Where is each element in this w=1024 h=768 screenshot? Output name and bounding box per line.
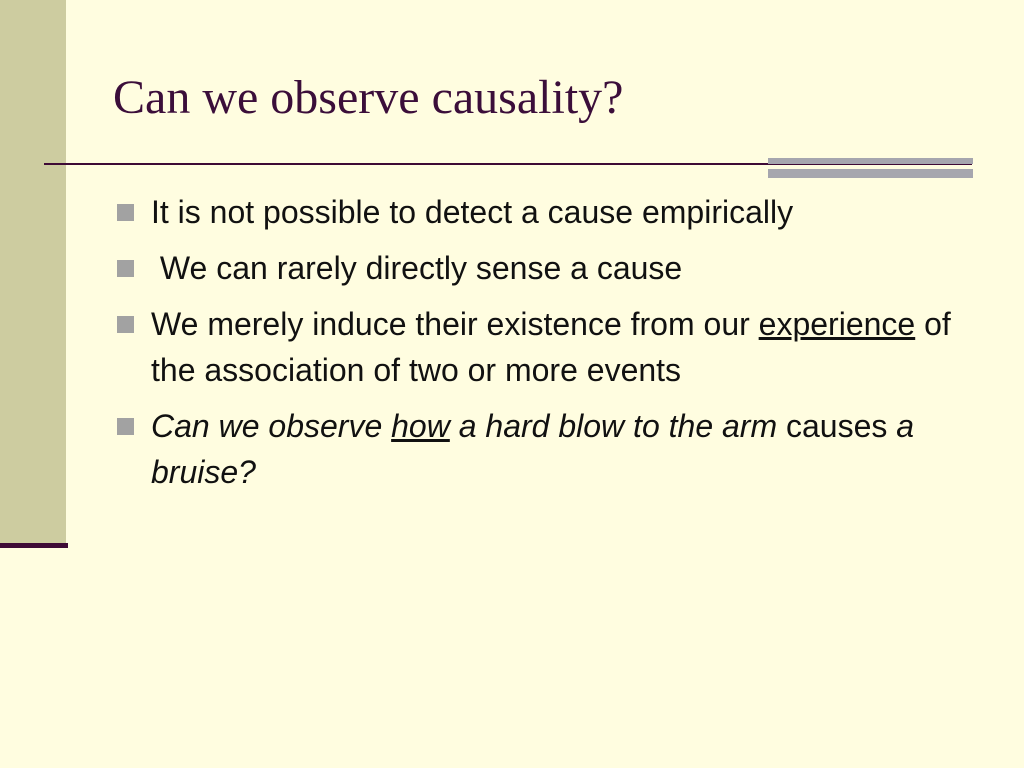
- square-bullet-icon: [117, 260, 134, 277]
- bullet-text: [151, 408, 914, 490]
- slide-title: Can we observe causality?: [113, 71, 624, 124]
- bullet-text-segment: Can we observe: [151, 408, 392, 444]
- bullet-text-segment: a bruise?: [151, 408, 915, 490]
- square-bullet-icon: [117, 418, 134, 435]
- bullet-item: [113, 301, 973, 393]
- square-bullet-icon: [117, 204, 134, 221]
- bullet-text: It is not possible to detect a cause empirically: [151, 194, 794, 230]
- square-bullet-icon: [117, 316, 134, 333]
- left-decor-bar: [0, 0, 66, 545]
- accent-stripe-bottom: [768, 169, 973, 178]
- bullet-text-segment: We merely induce their existence from our: [151, 306, 759, 342]
- bullet-item: [113, 245, 973, 291]
- underlined-term: experience: [758, 306, 916, 342]
- bullet-text-segment: a hard blow to the arm: [449, 408, 778, 444]
- bullet-list: [113, 189, 973, 505]
- left-decor-bar-foot: [0, 543, 68, 548]
- underlined-term: how: [391, 408, 450, 444]
- title-accent-rule: [768, 158, 973, 178]
- bullet-text: We can rarely directly sense a cause: [151, 250, 683, 286]
- bullet-text-segment: causes: [777, 408, 897, 444]
- bullet-text: [151, 306, 951, 388]
- bullet-item: [113, 189, 973, 235]
- bullet-item: [113, 403, 973, 495]
- accent-stripe-top: [768, 158, 973, 164]
- bullet-text-segment: of the association of two or more events: [151, 306, 951, 388]
